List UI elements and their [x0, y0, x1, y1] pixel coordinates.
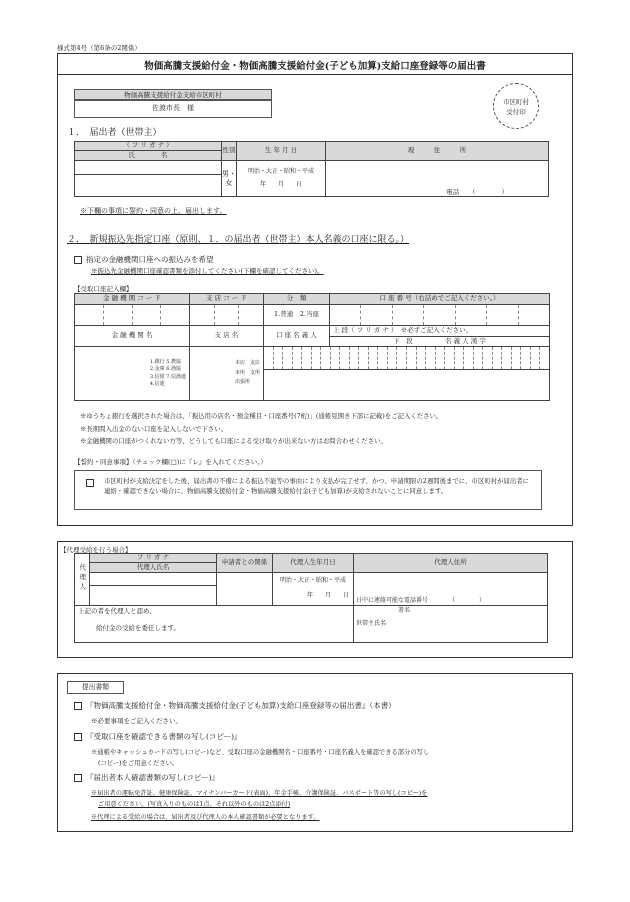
- holder-header: 口 座 名 義 人: [264, 326, 330, 347]
- pledge-text: 市区町村が支給決定をした後、届出書の不備による振込不能等の事由により支払が完了せず、かつ、申請期限の2週間後までに、市区町村が届出者に連絡・確認できない場合に、物価高騰支援給付金・物価高騰支援給付金(子ども加算)が支給されないことに同意します。: [104, 477, 530, 495]
- name-header: 氏 名: [75, 151, 222, 161]
- proxy-furigana-header: フ リ ガ ナ: [90, 554, 217, 563]
- proxy-era-options: 明治・大正・昭和・平成: [279, 577, 346, 585]
- submission-note-3b: ご用意ください。(写真入りのものは1点、それ以外のものは2点添付): [98, 801, 291, 808]
- furigana-input[interactable]: [75, 161, 222, 175]
- pledge-box: [74, 470, 542, 510]
- branch-type-1: 本店 支店: [234, 360, 260, 367]
- submission-item-3: [74, 772, 427, 821]
- addressee-name-box: [74, 99, 272, 118]
- submission-title-2: 『受取口座を確認できる書類の写し(コピー)』: [86, 732, 242, 741]
- form-reference: 様式第4号（第6条の2関係）: [57, 44, 141, 52]
- sex-header: 性別: [222, 142, 237, 161]
- branch-type-3: 出張所: [234, 379, 250, 386]
- relation-input[interactable]: [217, 572, 273, 605]
- submission-checkbox-2[interactable]: [74, 733, 82, 741]
- address-header: 現 住 所: [326, 142, 549, 161]
- birth-header: 生 年 月 日: [237, 142, 326, 161]
- proxy-name-header: 代理人氏名: [90, 563, 217, 572]
- submission-note-1a: ※必要事項をご記入ください。: [91, 717, 182, 725]
- addressee-header-text: 物価高騰支援給付金支給市区町村: [124, 91, 222, 99]
- proxy-heading: 【代理受給を行う場合】: [60, 546, 132, 554]
- bank-type-4: 4.信連: [149, 381, 165, 387]
- account-note-1: ※ゆうちょ銀行を選択された場合は、「振込用の店名・預金種目・口座番号(7桁)」(通帳見開き下部に記載)をご記入ください。: [80, 412, 443, 420]
- proxy-address-header: 代理人住所: [354, 554, 548, 573]
- transfer-option-note: ※振込先金融機関口座確認書類を添付してください(下欄を確認してください)。: [91, 267, 324, 275]
- proxy-phone-label: 日中に連絡可能な電話番号 （ ）: [356, 597, 486, 605]
- lower-row-label: 下 段 名 義 人 漢 字: [330, 337, 550, 347]
- section2-heading: ２． 新規振込先指定口座（原則、１．の届出者（世帯主）本人名義の口座に限る。）: [67, 235, 410, 245]
- era-options: 明治・大正・昭和・平成: [247, 167, 314, 175]
- section1-heading: １． 届出者（世帯主）: [67, 128, 162, 138]
- transfer-checkbox[interactable]: [74, 256, 82, 264]
- reception-stamp-circle: [493, 83, 539, 129]
- account-no-header: 口 座 番 号（右詰めでご記入ください。）: [330, 294, 550, 305]
- relation-header: 申請者との関係: [217, 554, 273, 573]
- bank-type-2: 2.金庫 6.漁協: [149, 366, 181, 372]
- proxy-birth-ymd: 年 月 日: [306, 592, 349, 600]
- main-form-frame: [57, 53, 573, 526]
- bank-code-header: 金 融 機 関 コ ー ド: [75, 294, 190, 305]
- account-note-2: ※長期間入出金のない口座を記入しないで下さい。: [80, 424, 227, 433]
- birth-input[interactable]: [237, 161, 326, 197]
- proxy-birth-input[interactable]: [273, 572, 354, 605]
- bank-type-3: 3.信組 7.信漁連: [149, 373, 186, 380]
- submission-title-1: 『物価高騰支援給付金・物価高騰支援給付金(子ども加算)支給口座登録等の届出書』（本書）: [86, 701, 396, 710]
- stamp-line2: 受付印: [506, 108, 526, 116]
- submission-item-2: [74, 731, 429, 767]
- submission-note-3a: ※届出者の運転免許証、健康保険証、マイナンバーカード(表面)、年金手帳、介護保険証、パスポート等の写し(コピー)を: [91, 790, 428, 797]
- furigana-header: （ フ リ ガ ナ ）: [75, 142, 222, 151]
- pledge-heading: 【誓約・同意事項】（チェック欄(□)に『レ』を入れてください。）: [74, 458, 268, 466]
- branch-code-input[interactable]: [190, 305, 264, 326]
- submissions-heading-box: [67, 681, 124, 694]
- pledge-notice: ※下欄の事項に誓約・同意の上、届出します。: [80, 207, 227, 215]
- addressee-name: 佐渡市長 様: [152, 104, 194, 112]
- branch-name-header: 支 店 名: [190, 326, 264, 347]
- holder-input[interactable]: [264, 347, 550, 401]
- submission-note-3c: ※代理による受給の場合は、届出者及び代理人の本人確認書類が必要となります。: [91, 814, 320, 821]
- householder-signature[interactable]: [354, 606, 548, 643]
- branch-name-input[interactable]: [190, 347, 264, 401]
- account-entry-label: 【受取口座記入欄】: [74, 285, 133, 293]
- proxy-furigana-input[interactable]: [90, 572, 217, 585]
- householder-label: 世帯主氏名: [356, 620, 387, 628]
- delegation-statement: [75, 606, 354, 643]
- bank-type-1: 1.銀行 5.農協: [149, 358, 181, 365]
- address-input[interactable]: [326, 161, 549, 197]
- submission-note-2b: (コピー)をご用意ください。: [98, 760, 179, 767]
- proxy-birth-header: 代理人生年月日: [273, 554, 354, 573]
- branch-code-header: 支 店 コ ー ド: [190, 294, 264, 305]
- submission-note-2a: ※通帳やキャッシュカードの写し(コピー)など、受取口座の金融機関名・口座番号・口座名義人を確認できる部分の写し: [91, 749, 430, 756]
- submission-checkbox-1[interactable]: [74, 702, 82, 710]
- stamp-line1: 市区町村: [503, 98, 529, 106]
- pledge-checkbox[interactable]: [86, 479, 94, 487]
- delegation-line1: 上記の者を代理人と認め、: [78, 607, 156, 616]
- submission-checkbox-3[interactable]: [74, 774, 82, 782]
- bank-code-input[interactable]: [75, 305, 190, 326]
- transfer-option-label: 指定の金融機関口座への振込みを希望: [86, 255, 214, 264]
- bank-name-input[interactable]: [75, 347, 190, 401]
- transfer-option[interactable]: [74, 254, 214, 265]
- submission-item-1: [74, 700, 396, 725]
- submissions-heading: 提出書類: [81, 683, 110, 691]
- proxy-side-text: 代理人: [78, 563, 87, 593]
- delegation-line2: 給付金の受給を委任します。: [96, 623, 180, 632]
- submission-title-3: 『届出者本人確認書類の写し(コピー)』: [86, 773, 220, 782]
- upper-row-label: 上 段（ フ リ ガ ナ ） ※必ずご記入ください。: [330, 326, 550, 337]
- sex-options[interactable]: 男・女: [222, 161, 237, 197]
- birth-ymd: 年 月 日: [259, 180, 302, 188]
- phone-label: 電話 （ ）: [446, 187, 508, 196]
- form-title: 物価高騰支援給付金・物価高騰支援給付金(子ども加算)支給口座登録等の届出書: [144, 61, 486, 72]
- proxy-table: [74, 553, 548, 643]
- bank-name-header: 金 融 機 関 名: [75, 326, 190, 347]
- account-note-3: ※金融機関の口座がつくれない方等、どうしても口座による受け取りが出来ない方はお問合わせください。: [80, 437, 387, 445]
- account-no-input[interactable]: [330, 305, 550, 326]
- branch-type-2: 本所 支所: [234, 369, 260, 376]
- seal-label: 署名: [398, 607, 411, 615]
- type-header: 分 類: [264, 294, 330, 305]
- proxy-side-label: [75, 554, 90, 606]
- proxy-name-input[interactable]: [90, 586, 217, 606]
- type-options[interactable]: 1.普通 2.当座: [264, 305, 330, 326]
- proxy-address-input[interactable]: [354, 572, 548, 605]
- account-table: [74, 293, 550, 401]
- applicant-table: [74, 141, 549, 197]
- account-notes: [80, 410, 442, 448]
- name-input[interactable]: [75, 175, 222, 197]
